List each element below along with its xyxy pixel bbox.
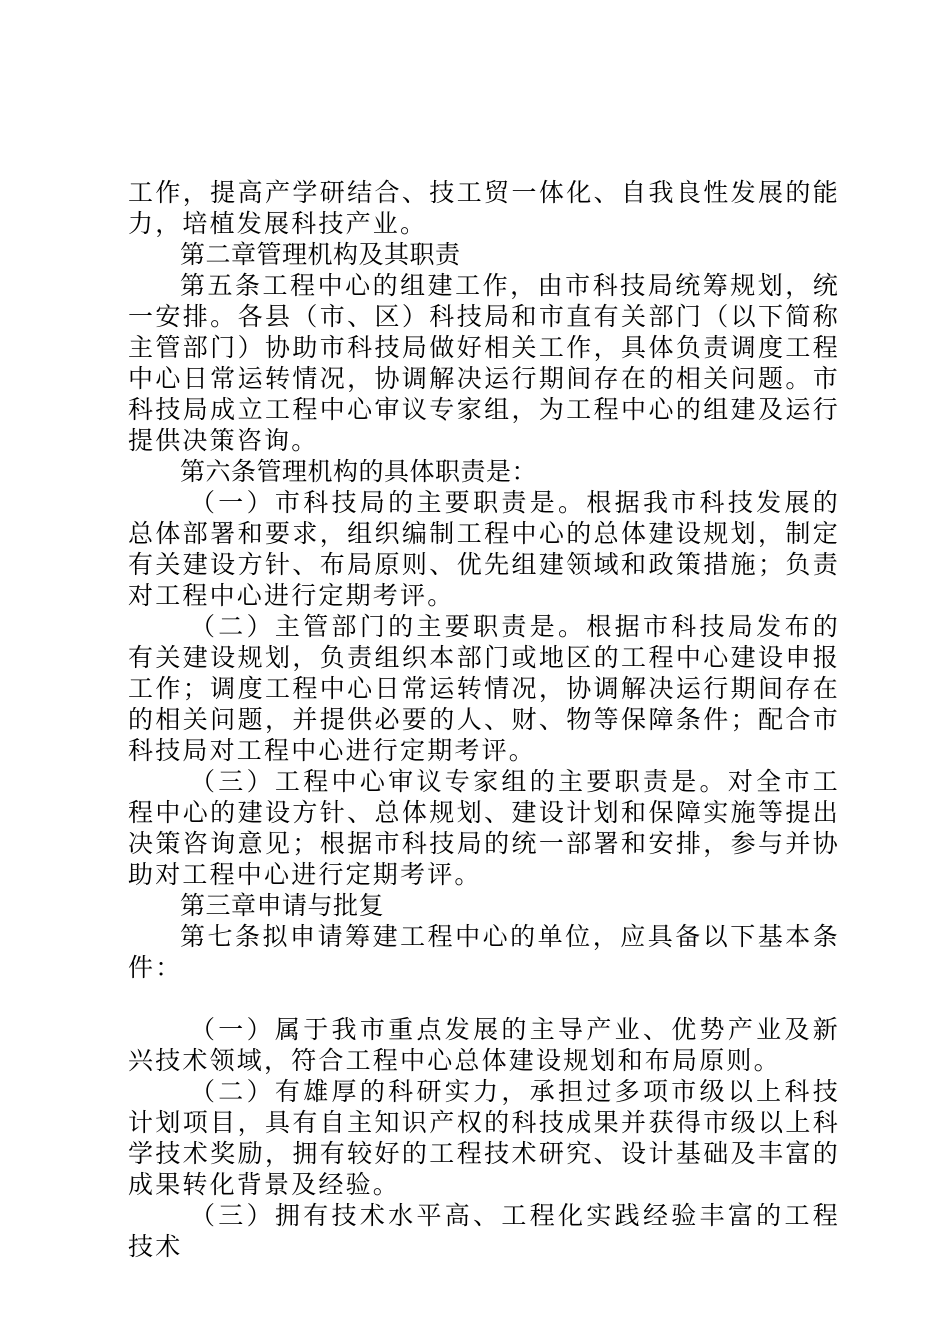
chapter-2-heading: 第二章管理机构及其职责 (180, 240, 461, 269)
article-6-heading: 第六条管理机构的具体职责是： (180, 457, 538, 486)
article-6-item-3: （三）工程中心审议专家组的主要职责是。对全市工程中心的建设方针、总体规划、建设计划和保障实施等提出决策咨询意见；根据市科技局的统一部署和安排，参与并协助对工程中心进行定期考评。 (128, 767, 840, 889)
article-7-item-2: （二）有雄厚的科研实力，承担过多项市级以上科技计划项目，具有自主知识产权的科技成果并获得市级以上科学技术奖励，拥有较好的工程技术研究、设计基础及丰富的成果转化背景及经验。 (128, 1077, 840, 1199)
article-6-item-2: （二）主管部门的主要职责是。根据市科技局发布的有关建设规划，负责组织本部门或地区的工程中心建设申报工作；调度工程中心日常运转情况，协调解决运行期间存在的相关问题，并提供必要的人、财、物等保障条件；配合市科技局对工程中心进行定期考评。 (128, 612, 840, 765)
article-5-paragraph: 第五条工程中心的组建工作，由市科技局统筹规划，统一安排。各县（市、区）科技局和市直有关部门（以下简称主管部门）协助市科技局做好相关工作，具体负责调度工程中心日常运转情况，协调解决运行期间存在的相关问题。市科技局成立工程中心审议专家组，为工程中心的组建及运行提供决策咨询。 (128, 271, 840, 455)
chapter-3-heading: 第三章申请与批复 (180, 891, 385, 920)
article-7-item-1: （一）属于我市重点发展的主导产业、优势产业及新兴技术领域，符合工程中心总体建设规划和布局原则。 (128, 1015, 840, 1075)
article-7-item-3: （三）拥有技术水平高、工程化实践经验丰富的工程技术 (128, 1201, 840, 1261)
article-6-item-1: （一）市科技局的主要职责是。根据我市科技发展的总体部署和要求，组织编制工程中心的总体建设规划，制定有关建设方针、布局原则、优先组建领域和政策措施；负责对工程中心进行定期考评。 (128, 488, 840, 610)
article-7-paragraph: 第七条拟申请筹建工程中心的单位，应具备以下基本条件： (128, 922, 840, 982)
document-body (128, 177, 840, 1262)
paragraph-continuation: 工作，提高产学研结合、技工贸一体化、自我良性发展的能力，培植发展科技产业。 (128, 178, 840, 238)
